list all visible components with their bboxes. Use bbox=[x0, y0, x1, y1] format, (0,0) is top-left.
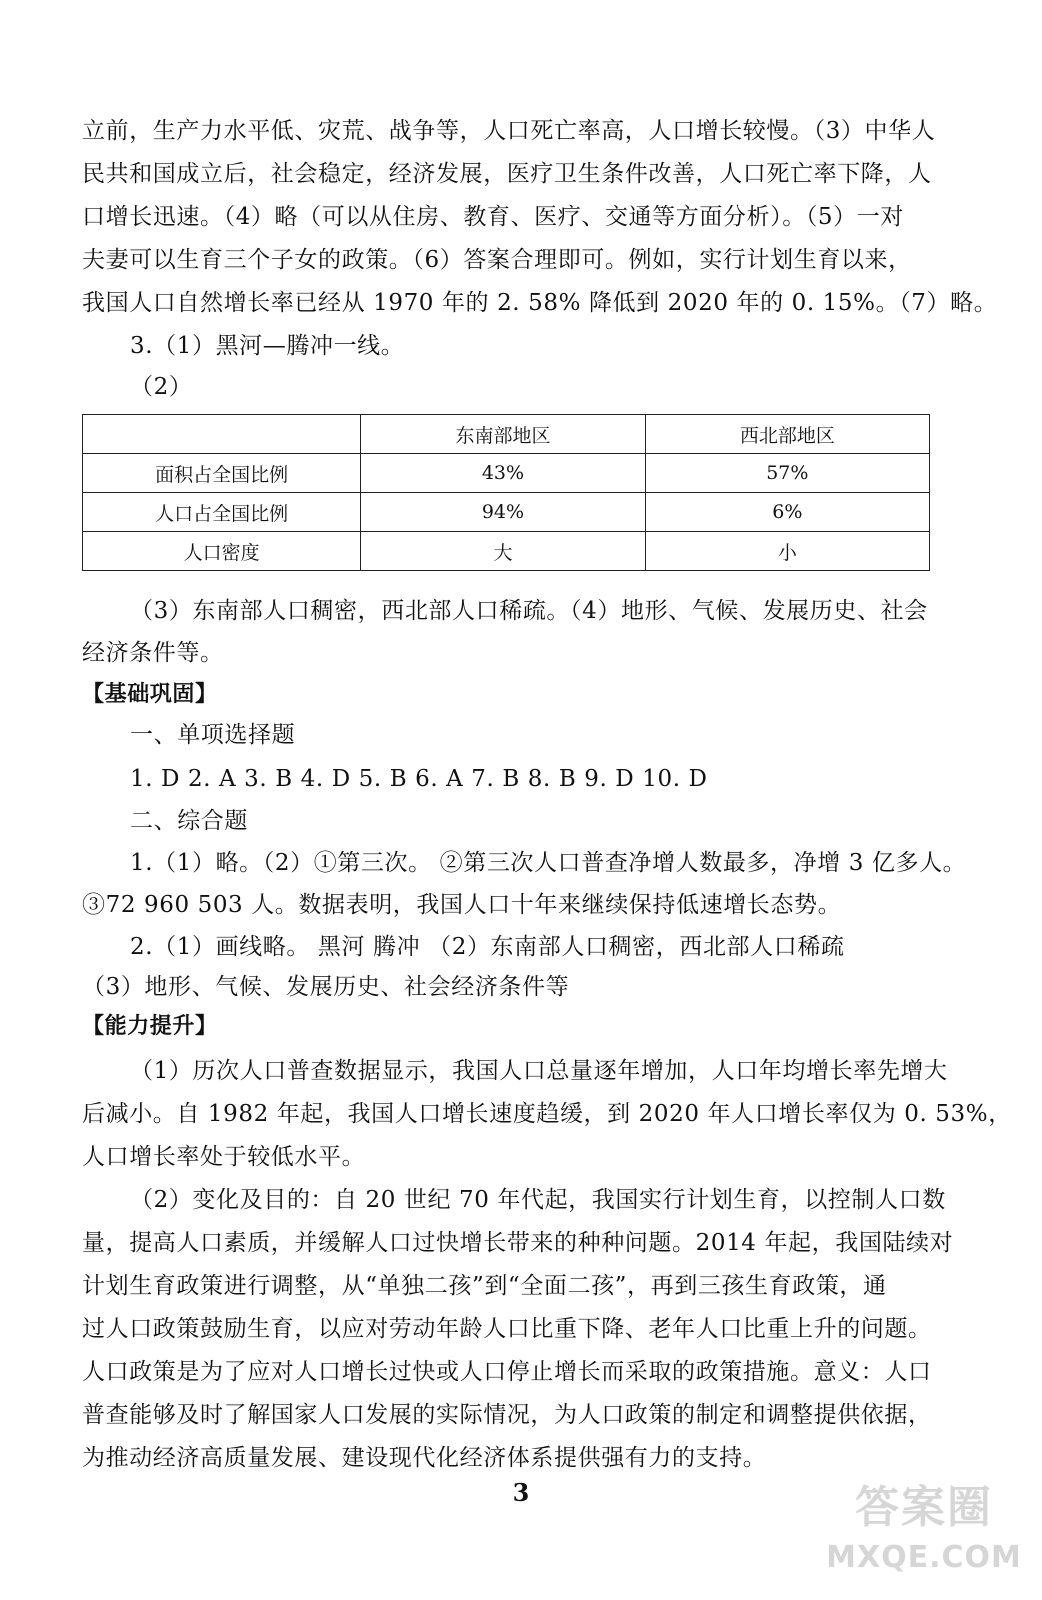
question-3-part-3: （3）东南部人口稠密，西北部人口稀疏。（4）地形、气候、发展历史、社会 bbox=[130, 598, 928, 624]
paragraph-line: 口增长迅速。（4）略（可以从住房、教育、医疗、交通等方面分析）。（5）一对 bbox=[82, 204, 904, 230]
subsection-title: 一、单项选择题 bbox=[130, 722, 296, 748]
paragraph-line: （2）变化及目的：自 20 世纪 70 年代起，我国实行计划生育，以控制人口数 bbox=[130, 1187, 946, 1213]
section-heading-ability: 【能力提升】 bbox=[82, 1014, 218, 1039]
subsection-title: 二、综合题 bbox=[130, 808, 248, 834]
table-header-cell: 西北部地区 bbox=[645, 415, 929, 454]
paragraph-line: 量，提高人口素质，并缓解人口过快增长带来的种种问题。2014 年起，我国陆续对 bbox=[82, 1230, 954, 1256]
paragraph-line: ③72 960 503 人。数据表明，我国人口十年来继续保持低速增长态势。 bbox=[82, 892, 842, 918]
paragraph-line: 立前，生产力水平低、灾荒、战争等，人口死亡率高，人口增长较慢。（3）中华人 bbox=[82, 118, 936, 144]
paragraph-line: 经济条件等。 bbox=[82, 640, 224, 666]
paragraph-line: 人口增长率处于较低水平。 bbox=[82, 1144, 366, 1170]
paragraph-line: 人口政策是为了应对人口增长过快或人口停止增长而采取的政策措施。意义：人口 bbox=[82, 1359, 932, 1385]
table-row bbox=[83, 532, 930, 571]
answer-key: 1. D 2. A 3. B 4. D 5. B 6. A 7. B 8. B 9. D 10. D bbox=[130, 766, 708, 792]
table-cell: 面积占全国比例 bbox=[83, 454, 361, 493]
table-cell: 大 bbox=[361, 532, 645, 571]
paragraph-line: 普查能够及时了解国家人口发展的实际情况，为人口政策的制定和调整提供依据， bbox=[82, 1402, 932, 1428]
table-header-cell: 东南部地区 bbox=[361, 415, 645, 454]
paragraph-line: 夫妻可以生育三个子女的政策。（6）答案合理即可。例如，实行计划生育以来， bbox=[82, 247, 912, 273]
population-distribution-table bbox=[82, 414, 930, 571]
paragraph-line: 计划生育政策进行调整，从“单独二孩”到“全面二孩”，再到三孩生育政策，通 bbox=[82, 1273, 887, 1299]
table-cell: 6% bbox=[645, 493, 929, 532]
section-heading-basic: 【基础巩固】 bbox=[82, 682, 218, 707]
table-cell: 小 bbox=[645, 532, 929, 571]
paragraph-line: （3）地形、气候、发展历史、社会经济条件等 bbox=[82, 974, 570, 1000]
table-cell: 人口密度 bbox=[83, 532, 361, 571]
watermark-url: MXQE.COM bbox=[826, 1540, 1022, 1575]
table-cell: 人口占全国比例 bbox=[83, 493, 361, 532]
paragraph-line: 我国人口自然增长率已经从 1970 年的 2. 58% 降低到 2020 年的 0. 15%。（7）略。 bbox=[82, 290, 998, 316]
table-row bbox=[83, 454, 930, 493]
table-cell: 94% bbox=[361, 493, 645, 532]
watermark-text: 答案圈 bbox=[855, 1482, 993, 1533]
question-3-part-1: 3.（1）黑河—腾冲一线。 bbox=[130, 333, 405, 359]
paragraph-line: 2.（1）画线略。 黑河 腾冲 （2）东南部人口稠密，西北部人口稀疏 bbox=[130, 934, 845, 960]
paragraph-line: 过人口政策鼓励生育，以应对劳动年龄人口比重下降、老年人口比重上升的问题。 bbox=[82, 1316, 932, 1342]
paragraph-line: 民共和国成立后，社会稳定，经济发展，医疗卫生条件改善，人口死亡率下降，人 bbox=[82, 161, 932, 187]
table-row bbox=[83, 493, 930, 532]
table-header-row bbox=[83, 415, 930, 454]
watermark bbox=[824, 1478, 1024, 1588]
paragraph-line: 1.（1）略。（2）①第三次。 ②第三次人口普查净增人数最多，净增 3 亿多人。 bbox=[130, 850, 967, 876]
paragraph-line: 为推动经济高质量发展、建设现代化经济体系提供强有力的支持。 bbox=[82, 1445, 767, 1471]
page-number: 3 bbox=[512, 1478, 530, 1507]
question-3-part-2-label: （2） bbox=[130, 374, 193, 400]
paragraph-line: （1）历次人口普查数据显示，我国人口总量逐年增加，人口年均增长率先增大 bbox=[130, 1058, 948, 1084]
table-header-cell bbox=[83, 415, 361, 454]
table-cell: 57% bbox=[645, 454, 929, 493]
paragraph-line: 后减小。自 1982 年起，我国人口增长速度趋缓，到 2020 年人口增长率仅为 0. 53%， bbox=[82, 1101, 1012, 1127]
table-cell: 43% bbox=[361, 454, 645, 493]
